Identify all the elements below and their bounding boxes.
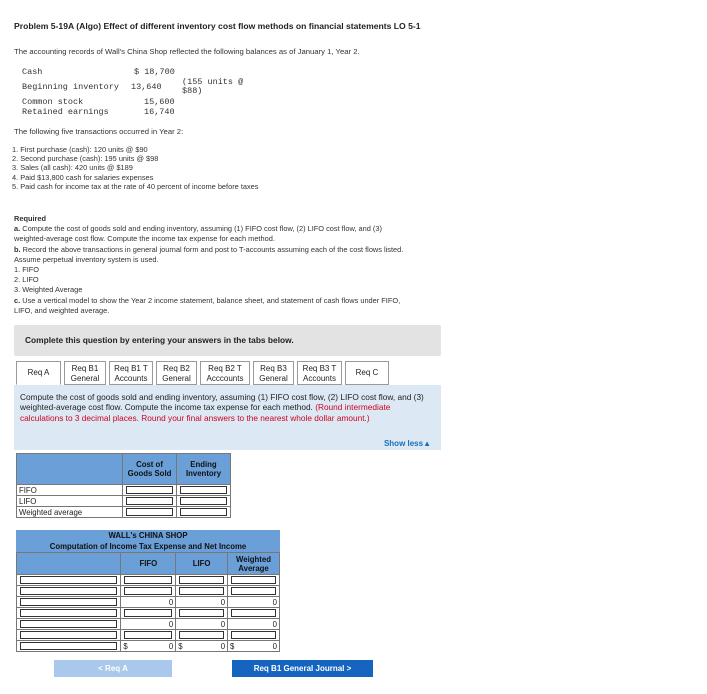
fifo-subtotal: 0 [121,597,176,608]
transactions-intro: The following five transactions occurred in Year 2: [14,127,184,136]
tab-req-b1-t-accounts[interactable]: Req B1 T Accounts [109,361,153,385]
rounding-note: (Round intermediate calculations to 3 decimal places. Round your final answers to the nearest whole dollar amount.) [20,402,391,423]
required-b-cont: Assume perpetual inventory system is used. [14,254,159,264]
lifo-amount-input[interactable] [176,575,228,586]
line-item-input[interactable] [17,630,121,641]
table-row [17,630,280,641]
beg-inv-value: 13,640 [131,82,162,92]
table-row [17,641,280,652]
wa-amount-input[interactable] [228,575,280,586]
required-list-item: 1. FIFO [14,265,40,275]
line-item-input[interactable] [17,597,121,608]
transactions-list [12,145,259,191]
fifo-amount-input[interactable] [121,575,176,586]
table1-corner [17,454,123,485]
line-item-input[interactable] [17,608,121,619]
table-row [17,586,280,597]
table2-header-weighted-average: Weighted Average [228,553,280,575]
transaction-item: 1. First purchase (cash): 120 units @ $90 [12,145,148,154]
wa-subtotal: 0 [228,619,280,630]
table-row [17,575,280,586]
tab-req-b2-general[interactable]: Req B2 General [156,361,197,385]
income-tax-grid [16,552,280,652]
common-stock-label: Common stock [22,97,84,107]
wa-amount-input[interactable] [228,586,280,597]
complete-banner-text: Complete this question by entering your answers in the tabs below. [25,335,294,345]
instructions-text: Compute the cost of goods sold and ending inventory, assuming (1) FIFO cost flow, (2) LIFO cost flow, and (3) weighted-average cost flow. Compute the income tax expense for each method. (Round intermediate calculations to 3 decimal places. Round your final answers to the nearest whole dollar amount.) [20,392,424,423]
table2-header-fifo: FIFO [121,553,176,575]
lifo-amount-input[interactable] [176,608,228,619]
lifo-subtotal: 0 [176,597,228,608]
transaction-item: 3. Sales (all cash): 420 units @ $189 [12,163,133,173]
retained-earnings-value: 16,740 [144,107,175,117]
transaction-item: 5. Paid cash for income tax at the rate of 40 percent of income before taxes [12,181,259,191]
intro-text: The accounting records of Wall's China Shop reflected the following balances as of January 1, Year 2. [14,47,360,56]
wa-cogs-input[interactable] [123,507,177,518]
required-c-cont: LIFO, and weighted average. [14,305,110,315]
table-row [17,496,281,507]
company-name: WALL's CHINA SHOP [16,530,280,541]
next-req-b1-button[interactable]: Req B1 General Journal > [232,660,373,677]
retained-earnings-label: Retained earnings [22,107,109,117]
fifo-amount-input[interactable] [121,608,176,619]
instructions-panel [14,385,441,450]
wa-total: $ 0 [228,641,280,652]
line-item-input[interactable] [17,641,121,652]
tab-req-a[interactable]: Req A [16,361,61,385]
wa-amount-input[interactable] [228,630,280,641]
fifo-amount-input[interactable] [121,586,176,597]
tab-req-b2-t-accounts[interactable]: Req B2 T Acccounts [200,361,250,385]
table1-header-cogs: Cost of Goods Sold [123,454,177,485]
required-list-item: 3. Weighted Average [14,285,83,295]
table-row [17,619,280,630]
tab-req-c[interactable]: Req C [345,361,389,385]
row-label: Weighted average [17,507,123,518]
required-a-cont: weighted-average cost flow. Compute the income tax expense for each method. [14,234,275,244]
table1-spacer [231,454,281,485]
income-tax-table [16,530,280,652]
fifo-ending-inventory-input[interactable] [177,485,231,496]
transaction-item: 4. Paid $13,800 cash for salaries expenses [12,172,154,182]
table2-title: Computation of Income Tax Expense and Net Income [16,541,280,552]
required-a: a. Compute the cost of goods sold and ending inventory, assuming (1) FIFO cost flow, (2) LIFO cost flow, and (3) [14,224,382,234]
table2-header-lifo: LIFO [176,553,228,575]
beg-inv-label: Beginning inventory [22,82,119,92]
lifo-subtotal: 0 [176,619,228,630]
table-row [17,597,280,608]
wa-subtotal: 0 [228,597,280,608]
table2-corner [17,553,121,575]
wa-amount-input[interactable] [228,608,280,619]
required-c: c. Use a vertical model to show the Year 2 income statement, balance sheet, and statement of cash flows under FIFO, [14,295,401,305]
prev-req-a-button[interactable]: < Req A [54,660,172,677]
common-stock-value: 15,600 [144,97,175,107]
tab-req-b3-general[interactable]: Req B3 General [253,361,294,385]
lifo-amount-input[interactable] [176,586,228,597]
fifo-cogs-input[interactable] [123,485,177,496]
table-row [17,507,281,518]
wa-ending-inventory-input[interactable] [177,507,231,518]
tab-req-b1-general[interactable]: Req B1 General [64,361,106,385]
table1-header-ending-inventory: Ending Inventory [177,454,231,485]
required-heading: Required [14,214,47,223]
row-label: FIFO [17,485,123,496]
problem-title: Problem 5-19A (Algo) Effect of different inventory cost flow methods on financial statements LO 5-1 [14,21,421,31]
line-item-input[interactable] [17,586,121,597]
table-row [17,608,280,619]
show-less-link[interactable]: Show less▲ [383,439,431,448]
required-section [14,214,514,316]
required-b: b. Record the above transactions in general journal form and post to T-accounts assuming each of the cost flows listed. [14,244,404,254]
tab-req-b3-t-accounts[interactable]: Req B3 T Accounts [297,361,342,385]
beg-inv-note: (155 units @ [182,77,244,87]
transaction-item: 2. Second purchase (cash): 195 units @ $98 [12,154,159,164]
complete-banner [14,325,441,356]
lifo-ending-inventory-input[interactable] [177,496,231,507]
line-item-input[interactable] [17,619,121,630]
lifo-cogs-input[interactable] [123,496,177,507]
line-item-input[interactable] [17,575,121,586]
fifo-total: $ 0 [121,641,176,652]
row-label: LIFO [17,496,123,507]
table-row [17,485,281,496]
beg-inv-note-2: $88) [182,86,203,96]
cogs-table [16,453,281,518]
cash-label: Cash [22,67,43,77]
fifo-amount-input[interactable] [121,630,176,641]
lifo-total: $ 0 [176,641,228,652]
fifo-subtotal: 0 [121,619,176,630]
req-tabs [16,361,392,385]
lifo-amount-input[interactable] [176,630,228,641]
cash-value: $ 18,700 [134,67,175,77]
required-list-item: 2. LIFO [14,275,39,285]
